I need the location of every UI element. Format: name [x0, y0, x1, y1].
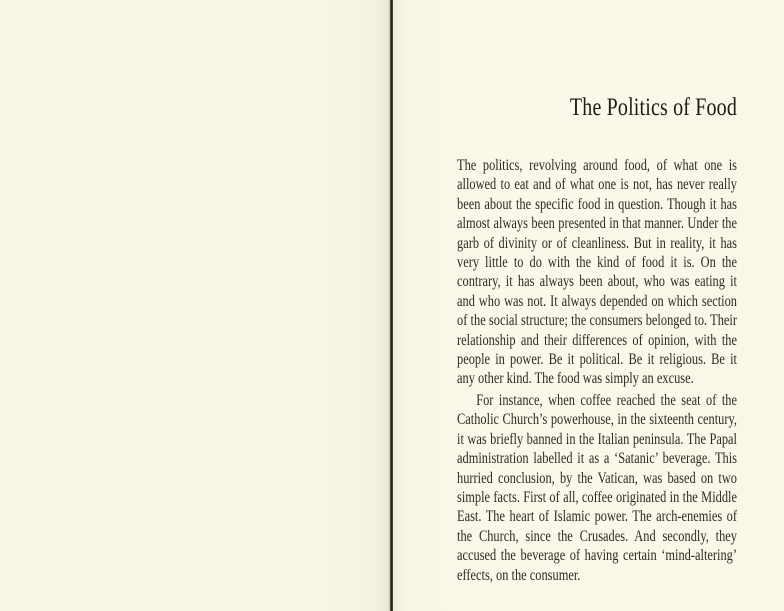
body-paragraph-2: For instance, when coffee reached the seat of the Catholic Church’s powerhouse, in the sixteenth century, it was briefly banned in the Italian peninsula. The Papal administration labelled it as a ‘Satanic’ beverage. This hurried conclusion, by the Vatican, was based on two simple facts. First of all, coffee originated in the Middle East. The heart of Islamic power. The arch-enemies of the Church, since the Crusades. And secondly, they accused the beverage of having certain ‘mind-altering’ effects, on the consumer. [457, 391, 737, 584]
left-blank-page [0, 0, 390, 611]
body-paragraph-1: The politics, revolving around food, of what one is allowed to eat and of what one is not, has never really been about the specific food in question. Though it has almost always been presented in that manner. Under the garb of divinity or of cleanliness. But in reality, it has very little to do with the kind of food it is. On the contrary, it has always been about, who was eating it and who was not. It always depended on which section of the social structure; the consumers belonged to. Their relationship and their differences of opinion, with the people in power. Be it political. Be it religious. Be it any other kind. The food was simply an excuse. [457, 157, 737, 388]
text-block [457, 93, 737, 585]
right-page [393, 0, 784, 611]
chapter-title: The Politics of Food [569, 94, 737, 121]
